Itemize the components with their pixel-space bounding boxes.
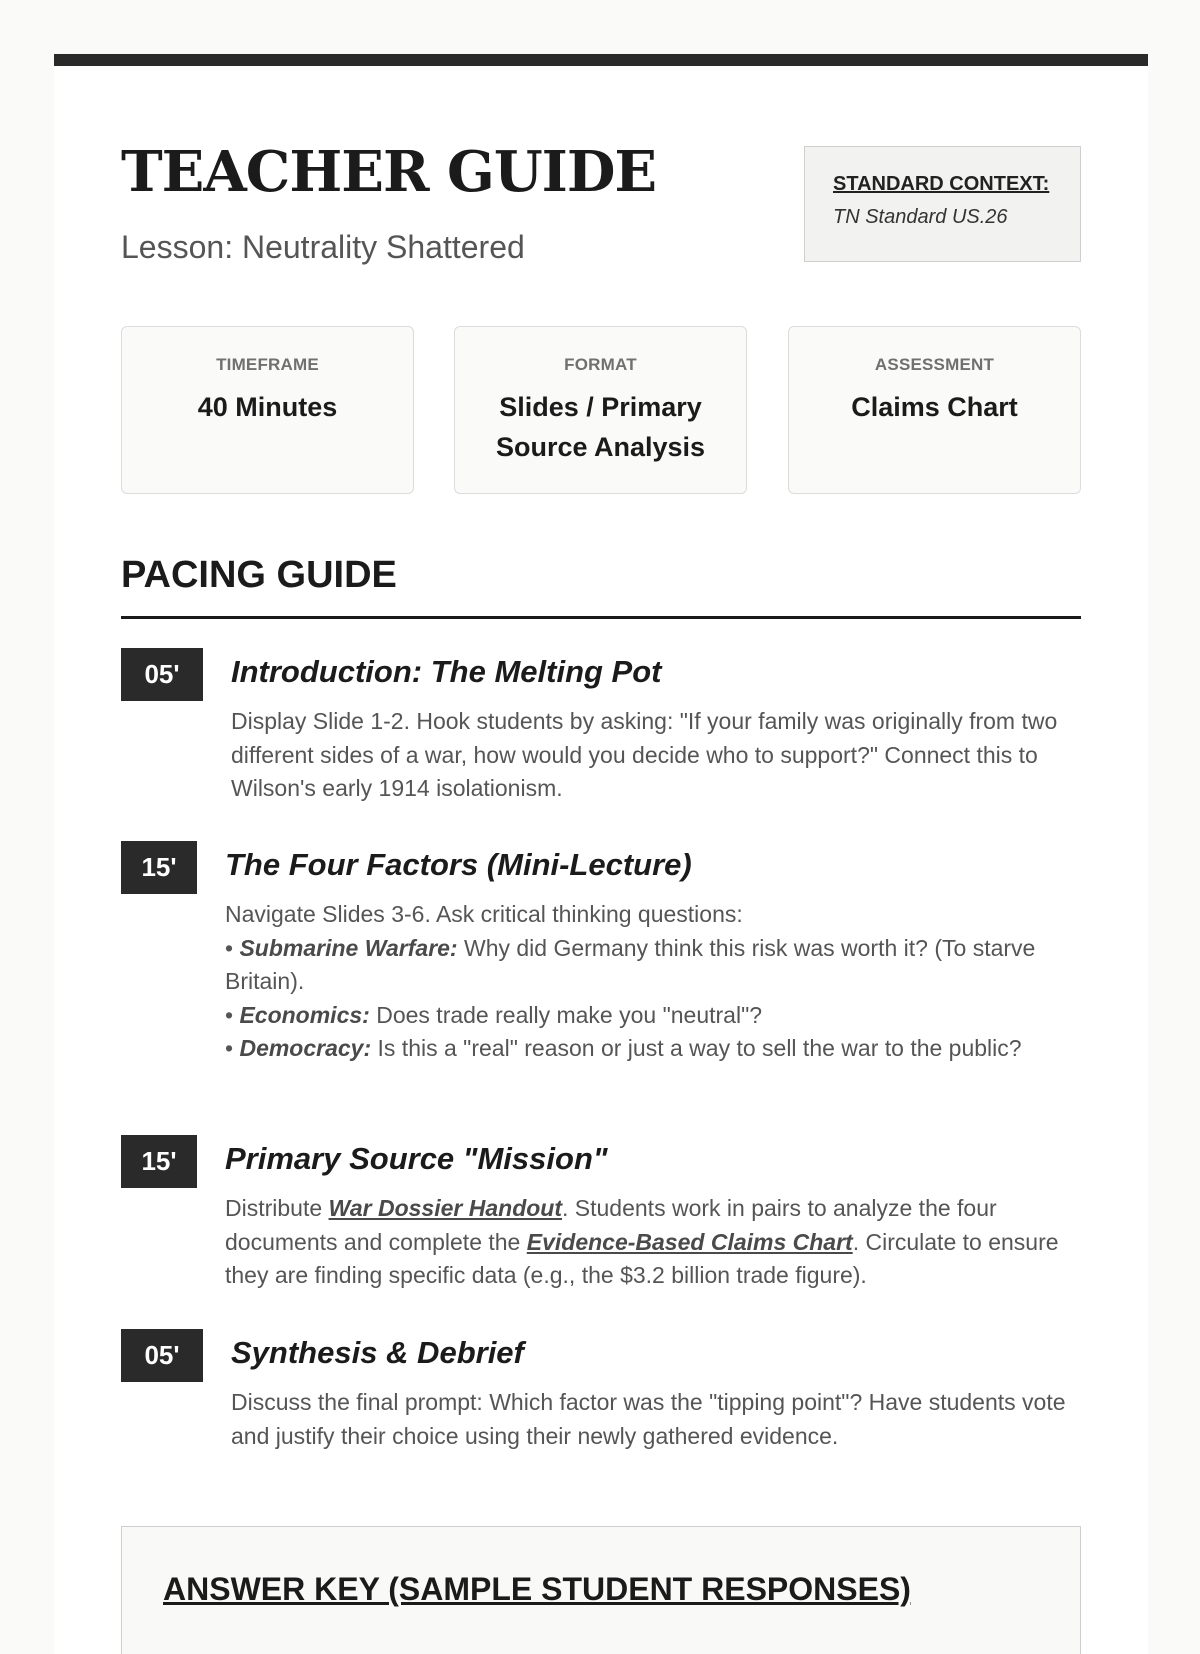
standard-context-box [804, 146, 1081, 262]
bullet-text: Does trade really make you "neutral"? [369, 1001, 763, 1028]
lesson-info-cards [121, 326, 1081, 494]
bullet-text: Is this a "real" reason or just a way to sell the war to the public? [371, 1035, 1022, 1061]
format-label: FORMAT [564, 355, 637, 374]
war-dossier-handout-link[interactable]: War Dossier Handout [328, 1195, 562, 1221]
pacing-item-intro: Navigate Slides 3-6. Ask critical thinking questions: [225, 901, 743, 927]
assessment-card [788, 326, 1081, 494]
pacing-item-title: Introduction: The Melting Pot [231, 654, 662, 689]
pacing-item-title: Primary Source "Mission" [225, 1141, 608, 1176]
bullet-submarine-warfare: • Submarine Warfare: Why did Germany think this risk was worth it? (To starve Britain). [225, 934, 1036, 994]
claims-chart-link[interactable]: Evidence-Based Claims Chart [526, 1228, 853, 1255]
time-badge: 15' [121, 1135, 197, 1188]
pacing-item-body [225, 1135, 1081, 1293]
pacing-item-description: Discuss the final prompt: Which factor was the "tipping point"? Have students vote and justify their choice using their newly gathered evidence. [231, 1389, 1066, 1449]
timeframe-label: TIMEFRAME [216, 355, 319, 374]
time-badge: 15' [121, 841, 197, 894]
pacing-item-body [231, 1329, 1081, 1453]
pacing-item-description [225, 898, 1081, 1066]
bullet-democracy: • Democracy: Is this a "real" reason or just a way to sell the war to the public? [225, 1035, 1022, 1061]
timeframe-value: 40 Minutes [197, 392, 338, 422]
pacing-guide-heading: PACING GUIDE [121, 554, 397, 596]
pacing-item-body [231, 648, 1081, 806]
pacing-guide-divider [121, 616, 1081, 619]
bullet-term: Economics: [239, 1001, 370, 1028]
standard-context-label: STANDARD CONTEXT: [833, 173, 1050, 195]
standard-context-value: TN Standard US.26 [833, 206, 1008, 228]
pacing-item-title: The Four Factors (Mini-Lecture) [225, 847, 692, 882]
format-value: Slides / Primary Source Analysis [495, 392, 706, 462]
pacing-item-description [225, 1192, 1081, 1293]
desc-text: Distribute [225, 1195, 329, 1221]
answer-key-heading: ANSWER KEY (SAMPLE STUDENT RESPONSES) [163, 1571, 911, 1607]
teacher-guide-page [54, 54, 1148, 1654]
format-card [454, 326, 747, 494]
pacing-item-title: Synthesis & Debrief [231, 1335, 524, 1370]
timeframe-card [121, 326, 414, 494]
desc-text: . Students work in pairs to analyze the four documents and complete the [225, 1195, 997, 1255]
bullet-text: Why did Germany think this risk was worth it? (To starve Britain). [225, 934, 1036, 994]
answer-key-section [121, 1526, 1081, 1654]
lesson-subtitle: Lesson: Neutrality Shattered [121, 229, 525, 265]
bullet-term: Democracy: [239, 1035, 372, 1061]
assessment-value: Claims Chart [851, 392, 1018, 422]
pacing-item-description: Display Slide 1-2. Hook students by asking: "If your family was originally from two different sides of a war, how would you decide who to support?" Connect this to Wilson's early 1914 isolationism. [231, 708, 1058, 801]
desc-text: . Circulate to ensure they are finding specific data (e.g., the $3.2 billion trade figure). [225, 1228, 1059, 1288]
time-badge: 05' [121, 648, 203, 701]
pacing-item-body [225, 841, 1081, 1066]
bullet-economics: • Economics: Does trade really make you "neutral"? [225, 1001, 763, 1028]
time-badge: 05' [121, 1329, 203, 1382]
assessment-label: ASSESSMENT [874, 355, 995, 374]
bullet-term: Submarine Warfare: [239, 934, 458, 961]
page-title: TEACHER GUIDE [121, 139, 657, 205]
